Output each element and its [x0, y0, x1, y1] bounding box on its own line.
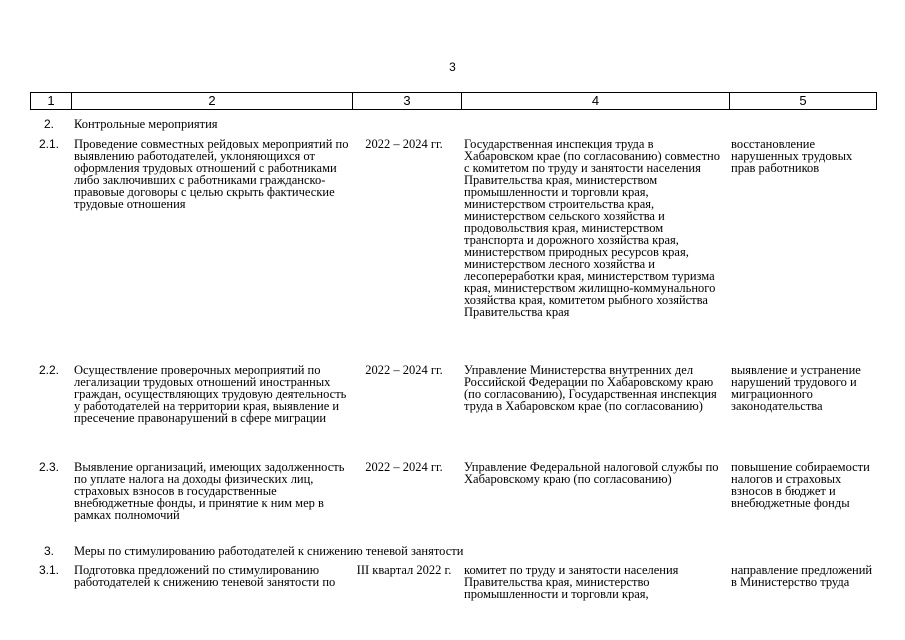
measure-text: Осуществление проверочных мероприятий по легализации трудовых отношений иностранных граждан, осуществляющих трудовую деятельность у работодателей на территории края, выявление и пресечение правонарушений в сфере миграции — [74, 363, 347, 425]
row-number: 3.1. — [38, 563, 59, 577]
row-number: 2.3. — [38, 460, 59, 474]
table-row — [30, 564, 877, 600]
table-row — [30, 364, 877, 424]
section-heading — [30, 545, 877, 557]
period-text: 2022 – 2024 гг. — [365, 137, 443, 151]
row-number: 2.1. — [38, 137, 59, 151]
section-title: Меры по стимулированию работодателей к снижению теневой занятости — [74, 544, 464, 558]
page-number: 3 — [449, 60, 456, 74]
table-row — [30, 461, 877, 521]
responsible-text: Управление Федеральной налоговой службы по Хабаровскому краю (по согласованию) — [464, 460, 719, 486]
responsible-text: Государственная инспекция труда в Хабаровском крае (по согласованию) совместно с комитетом по труду и занятости населения Правительства края, министерством промышленности и торговли края, министерством строительства края, министерством сельского хозяйства и продовольствия края, министерством транспорта и дорожного хозяйства края, министерством природных ресурсов края, министерством лесного хозяйства и лесопереработки края, министерством туризма края, министерством жилищно-коммунального хозяйства края, комитетом рыбного хозяйства Правительства края — [464, 137, 720, 319]
section-heading — [30, 118, 877, 130]
result-text: повышение собираемости налогов и страховых взносов в бюджет и внебюджетные фонды — [731, 460, 870, 510]
section-title: Контрольные мероприятия — [74, 117, 218, 131]
period-text: 2022 – 2024 гг. — [365, 363, 443, 377]
period-text: 2022 – 2024 гг. — [365, 460, 443, 474]
header-col-1: 1 — [31, 93, 72, 109]
result-text: восстановление нарушенных трудовых прав работников — [731, 137, 853, 175]
responsible-text: Управление Министерства внутренних дел Российской Федерации по Хабаровскому краю (по согласованию), Государственная инспекция труда в Хабаровском крае (по согласованию) — [464, 363, 717, 413]
header-col-4: 4 — [462, 93, 730, 109]
table-header-row — [30, 92, 877, 110]
row-number: 2.2. — [38, 363, 59, 377]
header-col-3: 3 — [353, 93, 462, 109]
result-text: выявление и устранение нарушений трудового и миграционного законодательства — [731, 363, 861, 413]
period-text: III квартал 2022 г. — [356, 563, 452, 577]
measure-text: Подготовка предложений по стимулированию работодателей к снижению теневой занятости по — [74, 563, 336, 589]
table-row — [30, 138, 877, 318]
measure-text: Выявление организаций, имеющих задолженность по уплате налога на доходы физических лиц, страховых взносов в государственные внебюджетные фонды, и принятие к ним мер в рамках полномочий — [74, 460, 345, 522]
header-col-5: 5 — [799, 93, 807, 108]
header-col-2: 2 — [72, 93, 353, 109]
measure-text: Проведение совместных рейдовых мероприятий по выявлению работодателей, уклоняющихся от оформления трудовых отношений с работниками либо заключивших с работниками гражданско-правовые договоры с целью скрыть фактические трудовые отношения — [74, 137, 349, 211]
responsible-text: комитет по труду и занятости населения Правительства края, министерство промышленности и торговли края, — [464, 563, 679, 601]
section-number: 3. — [43, 544, 54, 558]
result-text: направление предложений в Министерство труда — [731, 563, 873, 589]
section-number: 2. — [43, 117, 54, 131]
